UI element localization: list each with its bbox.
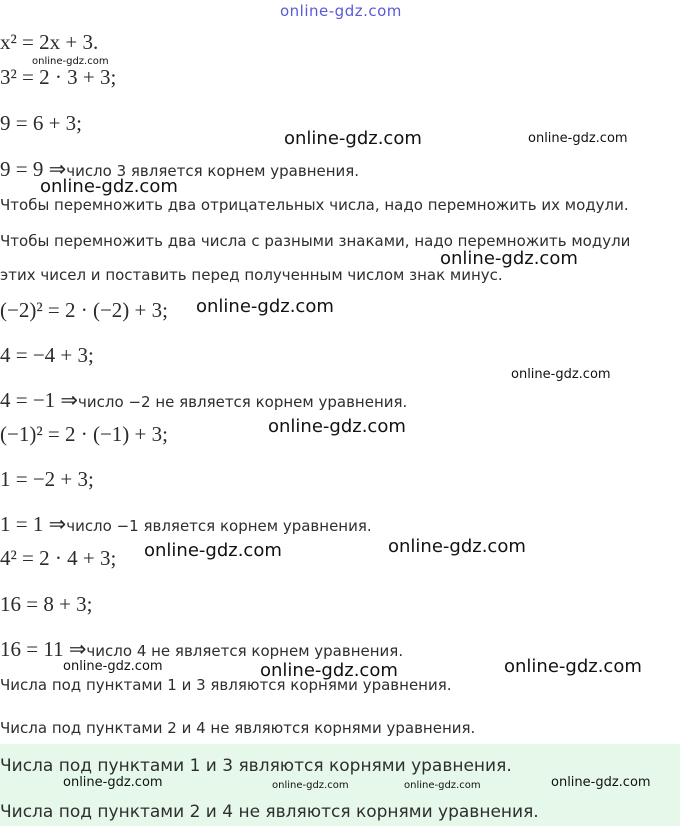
watermark: online-gdz.com xyxy=(504,656,642,677)
equation-line: 3² = 2 · 3 + 3; xyxy=(0,65,117,89)
rule-text: Чтобы перемножить два числа с разными знаками, надо перемножить модули xyxy=(0,232,631,250)
watermark: online-gdz.com xyxy=(196,296,334,317)
watermark: online-gdz.com xyxy=(528,131,628,146)
equation-line: 4² = 2 · 4 + 3; xyxy=(0,546,117,570)
watermark: online-gdz.com xyxy=(63,659,163,674)
answer-line: Числа под пунктами 2 и 4 не являются корнями уравнения. xyxy=(0,802,539,822)
equation-line: (−1)² = 2 · (−1) + 3; xyxy=(0,422,168,446)
watermark: online-gdz.com xyxy=(144,540,282,561)
equation-line: 1 = −2 + 3; xyxy=(0,467,94,491)
conclusion-text: число 3 является корнем уравнения. xyxy=(66,162,360,180)
conclusion-text: число −2 не является корнем уравнения. xyxy=(78,393,408,411)
conclusion-line xyxy=(0,512,372,537)
rule-text: Чтобы перемножить два отрицательных числа, надо перемножить их модули. xyxy=(0,196,629,214)
header-watermark: online-gdz.com xyxy=(280,2,402,20)
equation-line: 9 = 6 + 3; xyxy=(0,111,83,135)
watermark: online-gdz.com xyxy=(440,248,578,269)
rule-text: этих чисел и поставить перед полученным числом знак минус. xyxy=(0,266,503,284)
watermark: online-gdz.com xyxy=(388,536,526,557)
equation-part: 16 = 11 ⇒ xyxy=(0,637,87,661)
watermark: online-gdz.com xyxy=(551,775,651,790)
watermark: online-gdz.com xyxy=(272,780,349,791)
equation-line: x² = 2x + 3. xyxy=(0,30,99,54)
watermark: online-gdz.com xyxy=(260,660,398,681)
equation-line: 16 = 8 + 3; xyxy=(0,592,93,616)
equation-line: (−2)² = 2 · (−2) + 3; xyxy=(0,298,168,322)
watermark: online-gdz.com xyxy=(32,56,109,67)
watermark: online-gdz.com xyxy=(511,367,611,382)
watermark: online-gdz.com xyxy=(63,775,163,790)
equation-part: 9 = 9 ⇒ xyxy=(0,157,67,181)
conclusion-line xyxy=(0,637,403,662)
summary-text: Числа под пунктами 1 и 3 являются корнями уравнения. xyxy=(0,676,452,694)
conclusion-text: число 4 не является корнем уравнения. xyxy=(86,642,404,660)
conclusion-line xyxy=(0,388,407,413)
equation-part: 1 = 1 ⇒ xyxy=(0,512,67,536)
watermark: online-gdz.com xyxy=(268,416,406,437)
watermark: online-gdz.com xyxy=(404,780,481,791)
answer-line: Числа под пунктами 1 и 3 являются корнями уравнения. xyxy=(0,756,512,776)
summary-text: Числа под пунктами 2 и 4 не являются корнями уравнения. xyxy=(0,719,476,737)
equation-line: 4 = −4 + 3; xyxy=(0,343,94,367)
watermark: online-gdz.com xyxy=(40,176,178,197)
watermark: online-gdz.com xyxy=(284,128,422,149)
equation-part: 4 = −1 ⇒ xyxy=(0,388,79,412)
conclusion-text: число −1 является корнем уравнения. xyxy=(66,517,372,535)
